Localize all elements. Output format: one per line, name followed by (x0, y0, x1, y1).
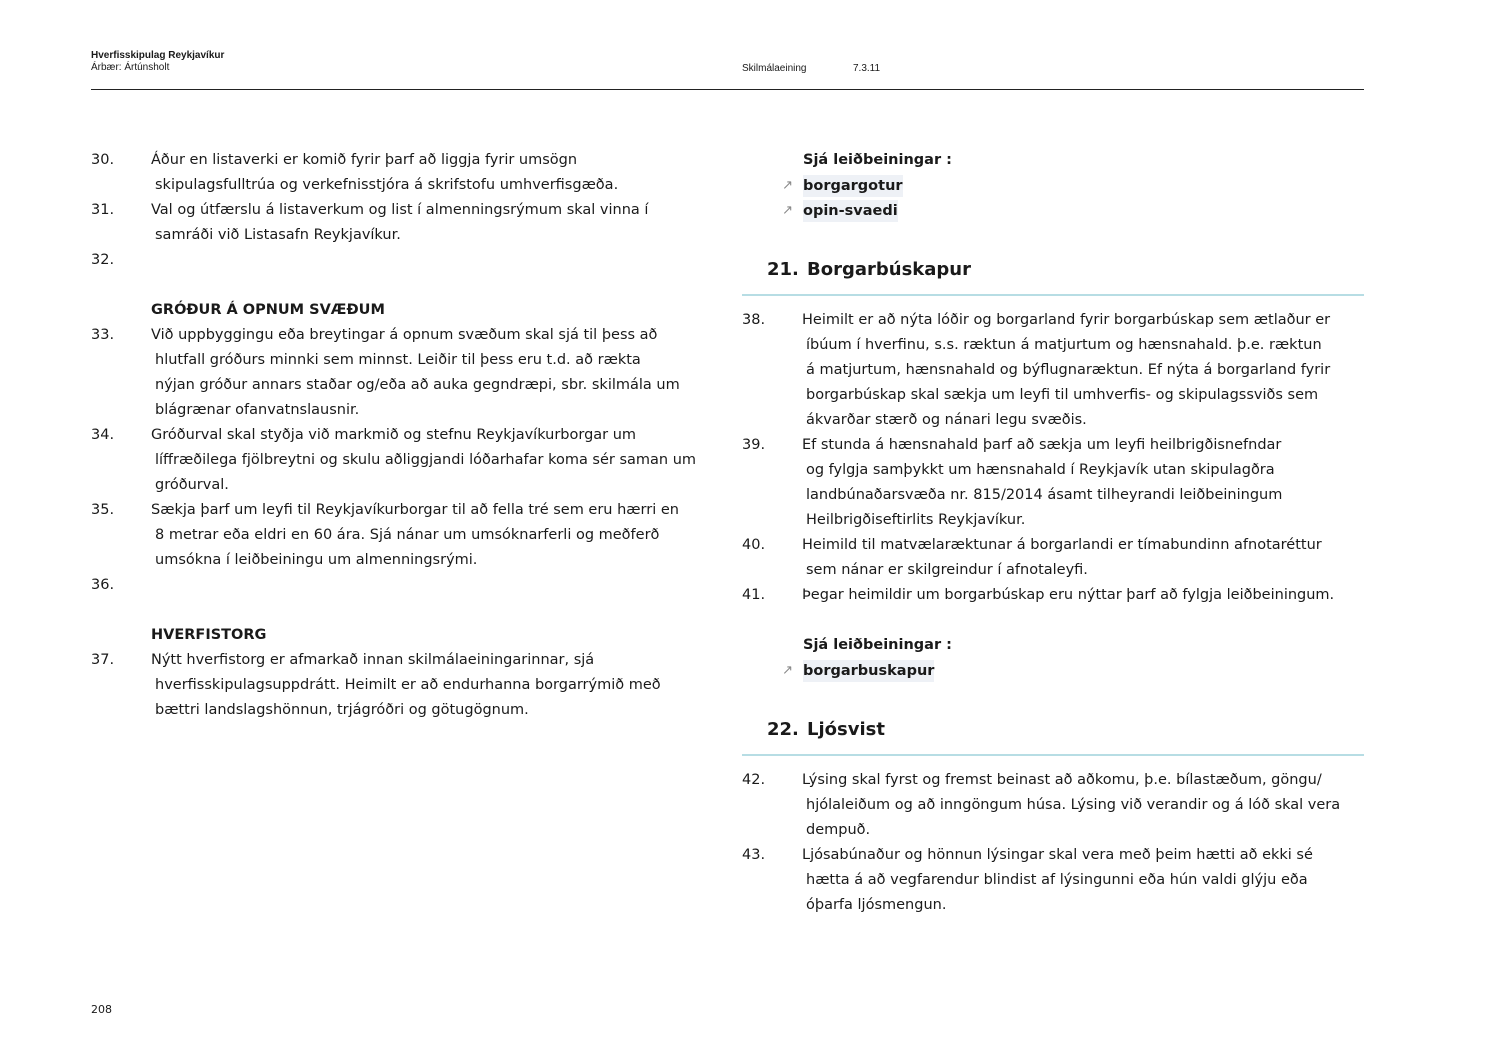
section-heading (742, 707, 1364, 756)
item-number: 43. (742, 847, 766, 863)
guideline-link-row (742, 658, 1364, 683)
guideline-link-row (742, 198, 1364, 223)
guideline-link[interactable]: borgarbuskapur (803, 660, 934, 682)
list-item (91, 423, 711, 498)
section-heading (742, 247, 1364, 296)
item-number: 30. (91, 152, 115, 168)
item-number: 38. (742, 312, 766, 328)
guideline-link-row (742, 173, 1364, 198)
section-number: 21. (767, 259, 799, 280)
item-text (151, 573, 155, 598)
list-item (91, 648, 711, 723)
item-text: Val og útfærslu á listaverkum og list í almenningsrýmum skal vinna í samráði við Listasafn Reykjavíkur. (151, 202, 649, 243)
list-item (742, 843, 1364, 918)
item-number: 37. (91, 652, 115, 668)
item-text: Þegar heimildir um borgarbúskap eru nýttar þarf að fylgja leiðbeiningum. (802, 587, 1335, 603)
document-subtitle: Árbær: Ártúnsholt (91, 62, 170, 73)
list-item (91, 248, 711, 273)
left-column (91, 148, 711, 723)
guideline-link[interactable]: opin-svaedi (803, 200, 898, 222)
subheading: HVERFISTORG (151, 627, 267, 643)
list-item (91, 323, 711, 423)
item-text: Sækja þarf um leyfi til Reykjavíkurborgar til að fella tré sem eru hærri en 8 metrar eða eldri en 60 ára. Sjá nánar um umsóknarferli og meðferð umsókna í leiðbeiningu um almenningsrými. (151, 502, 679, 568)
external-link-arrow-icon: ↗ (782, 203, 793, 218)
external-link-arrow-icon: ↗ (782, 663, 793, 678)
list-item (742, 533, 1364, 583)
list-item (91, 148, 711, 198)
see-guidelines-label: Sjá leiðbeiningar : (803, 152, 952, 168)
item-text: Heimild til matvælaræktunar á borgarlandi er tímabundinn afnotaréttur sem nánar er skilgreindur í afnotaleyfi. (802, 537, 1322, 578)
item-text: Við uppbyggingu eða breytingar á opnum svæðum skal sjá til þess að hlutfall gróðurs minnki sem minnst. Leiðir til þess eru t.d. að rækta nýjan gróður annars staðar og/eða að auka gegndræpi, sbr. skilmála um blágrænar ofanvatnslausnir. (151, 327, 680, 418)
item-text: Gróðurval skal styðja við markmið og stefnu Reykjavíkurborgar um líffræðilega fjölbreytni og skulu aðliggjandi lóðarhafar koma sér saman um gróðurval. (151, 427, 697, 493)
item-number: 33. (91, 327, 115, 343)
list-item (91, 573, 711, 598)
right-column (742, 148, 1364, 918)
item-number: 31. (91, 202, 115, 218)
item-text: Áður en listaverki er komið fyrir þarf að liggja fyrir umsögn skipulagsfulltrúa og verkefnisstjóra á skrifstofu umhverfisgæða. (151, 152, 619, 193)
section-code: 7.3.11 (853, 63, 881, 74)
section-number: 22. (767, 719, 799, 740)
item-number: 41. (742, 587, 766, 603)
page-number: 208 (91, 1003, 112, 1016)
guideline-link[interactable]: borgargotur (803, 175, 903, 197)
subheading: GRÓÐUR Á OPNUM SVÆÐUM (151, 302, 385, 318)
item-text (151, 248, 155, 273)
item-number: 34. (91, 427, 115, 443)
item-text: Heimilt er að nýta lóðir og borgarland fyrir borgarbúskap sem ætlaður er íbúum í hverfinu, s.s. ræktun á matjurtum og hænsnahald. þ.e. ræktun á matjurtum, hænsnahald og býflugnaræktun. Ef nýta á borgarland fyrir borgarbúskap skal sækja um leyfi til umhverfis- og skipulagssviðs sem ákvarðar stærð og nánari legu svæðis. (802, 312, 1331, 428)
section-title: Borgarbúskapur (807, 259, 971, 280)
list-item (91, 198, 711, 248)
list-item (742, 433, 1364, 533)
item-text: Lýsing skal fyrst og fremst beinast að aðkomu, þ.e. bílastæðum, göngu/ hjólaleiðum og að inngöngum húsa. Lýsing við verandir og á lóð skal vera dempuð. (802, 772, 1341, 838)
item-number: 42. (742, 772, 766, 788)
item-number: 35. (91, 502, 115, 518)
header-divider (91, 89, 1364, 90)
item-text: Ef stunda á hænsnahald þarf að sækja um leyfi heilbrigðisnefndar og fylgja samþykkt um hænsnahald í Reykjavík utan skipulagðra landbúnaðarsvæða nr. 815/2014 ásamt tilheyrandi leiðbeiningum Heilbrigðiseftirlits Reykjavíkur. (802, 437, 1283, 528)
item-number: 40. (742, 537, 766, 553)
item-number: 36. (91, 577, 115, 593)
item-number: 39. (742, 437, 766, 453)
list-item (742, 768, 1364, 843)
document-title: Hverfisskipulag Reykjavíkur (91, 50, 225, 61)
section-title: Ljósvist (807, 719, 885, 740)
list-item (742, 308, 1364, 433)
list-item (742, 583, 1364, 608)
item-text: Ljósabúnaður og hönnun lýsingar skal vera með þeim hætti að ekki sé hætta á að vegfarendur blindist af lýsingunni eða hún valdi glýju eða óþarfa ljósmengun. (802, 847, 1313, 913)
list-item (91, 498, 711, 573)
item-text: Nýtt hverfistorg er afmarkað innan skilmálaeiningarinnar, sjá hverfisskipulagsuppdrátt. Heimilt er að endurhanna borgarrýmið með bættri landslagshönnun, trjágróðri og götugögnum. (151, 652, 661, 718)
item-number: 32. (91, 252, 115, 268)
external-link-arrow-icon: ↗ (782, 178, 793, 193)
section-label: Skilmálaeining (742, 63, 807, 74)
see-guidelines-label: Sjá leiðbeiningar : (803, 637, 952, 653)
